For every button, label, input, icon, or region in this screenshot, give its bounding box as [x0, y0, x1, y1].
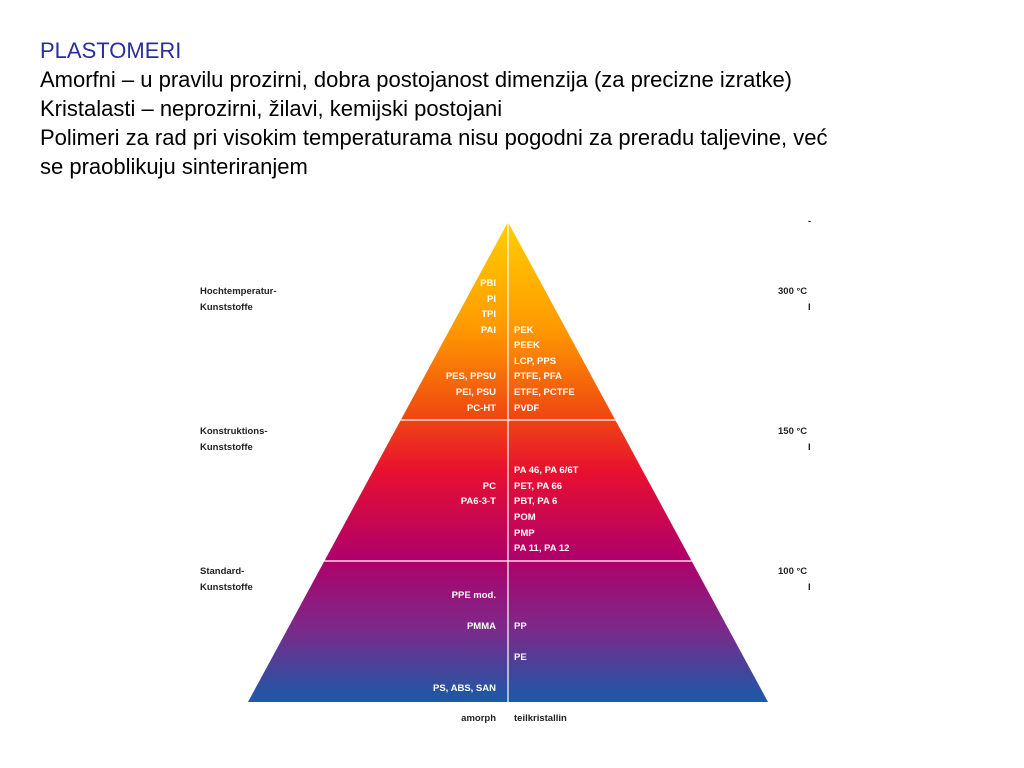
plastics-pyramid-diagram: [190, 210, 830, 730]
crystalline-item: PEEK: [514, 340, 540, 351]
crystalline-item: PA 46, PA 6/6T: [514, 465, 579, 476]
slide-title: PLASTOMERI: [40, 38, 182, 63]
amorph-item: PA6-3-T: [460, 496, 496, 507]
text-line-sintering: se praoblikuju sinteriranjem: [40, 154, 308, 179]
amorph-item: PEI, PSU: [455, 387, 496, 398]
amorph-item: PMMA: [466, 621, 496, 632]
text-line-high-temp: Polimeri za rad pri visokim temperaturama nisu pogodni za preradu taljevine, već: [40, 125, 828, 150]
amorph-item: PC-HT: [466, 403, 496, 414]
crystalline-item: PET, PA 66: [514, 481, 563, 492]
crystalline-item: PP: [514, 621, 527, 632]
text-line-amorphous: Amorfni – u pravilu prozirni, dobra postojanost dimenzija (za precizne izratke): [40, 67, 793, 92]
temp-300: 300 °C: [778, 286, 808, 297]
amorph-item: PAI: [480, 325, 496, 336]
svg-text:I: I: [808, 302, 811, 313]
crystalline-item: POM: [514, 512, 536, 523]
crystalline-item: PBT, PA 6: [514, 496, 558, 507]
tier-label-high-2: Kunststoffe: [200, 302, 253, 313]
crystalline-item: PA 11, PA 12: [514, 543, 570, 554]
tier-label-standard-2: Kunststoffe: [200, 582, 253, 593]
amorph-item: PBI: [480, 278, 496, 289]
slide-text: [40, 36, 1000, 181]
amorph-item: PES, PPSU: [445, 371, 496, 382]
pyramid-svg: [190, 210, 830, 730]
crystalline-item: PMP: [514, 528, 535, 539]
amorph-item: PI: [487, 294, 496, 305]
text-line-crystalline: Kristalasti – neprozirni, žilavi, kemijski postojani: [40, 96, 503, 121]
amorph-item: TPI: [481, 309, 496, 320]
tier-label-constr-2: Kunststoffe: [200, 442, 253, 453]
temp-100: 100 °C: [778, 566, 808, 577]
crystalline-item: PEK: [514, 325, 534, 336]
tier-label-high-1: Hochtemperatur-: [200, 286, 277, 297]
amorph-item: PPE mod.: [451, 590, 496, 601]
tier-label-standard-1: Standard-: [200, 566, 245, 577]
crystalline-item: LCP, PPS: [514, 356, 557, 367]
footer-amorph: amorph: [461, 713, 496, 724]
footer-crystalline: teilkristallin: [514, 713, 567, 724]
amorph-item: PS, ABS, SAN: [433, 683, 496, 694]
temp-150: 150 °C: [778, 426, 808, 437]
crystalline-item: PTFE, PFA: [514, 371, 563, 382]
crystalline-item: PE: [514, 652, 527, 663]
crystalline-item: ETFE, PCTFE: [514, 387, 575, 398]
svg-text:I: I: [808, 582, 811, 593]
tier-label-constr-1: Konstruktions-: [200, 426, 268, 437]
amorph-item: PC: [482, 481, 496, 492]
crystalline-item: PVDF: [514, 403, 540, 414]
svg-text:-: -: [808, 216, 812, 227]
svg-text:I: I: [808, 442, 811, 453]
